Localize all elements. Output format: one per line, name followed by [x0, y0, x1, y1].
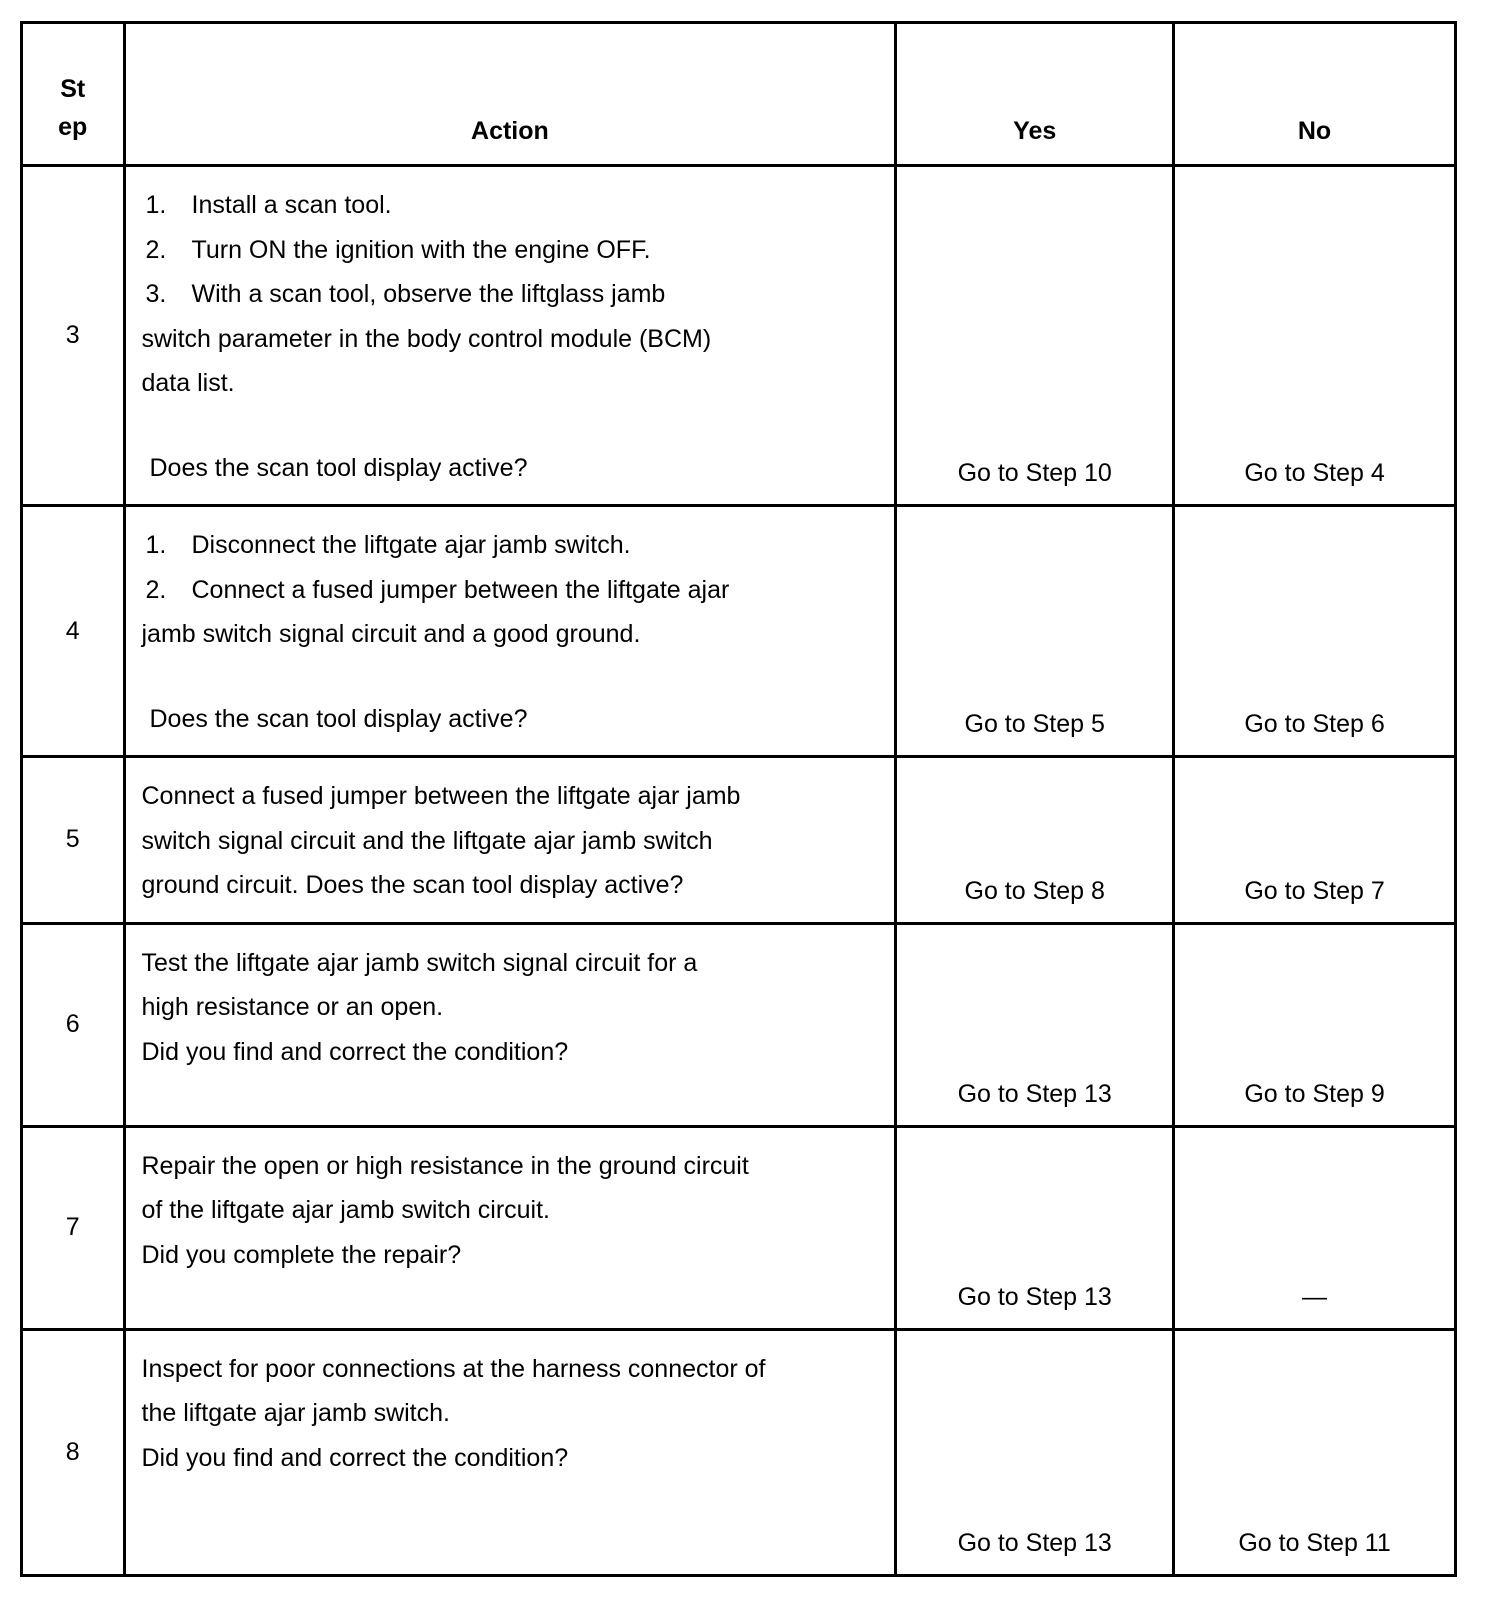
table-row [22, 1126, 1456, 1329]
step-text: Turn ON the ignition with the engine OFF. [191, 235, 651, 264]
step-marker: 2. [145, 235, 167, 264]
action-question: Does the scan tool display active? [149, 704, 528, 733]
action-line: high resistance or an open. [141, 993, 444, 1021]
no-cell [1174, 923, 1456, 1126]
action-step [142, 183, 875, 228]
yes-cell [896, 166, 1174, 506]
no-cell [1174, 506, 1456, 757]
yes-cell [896, 1329, 1174, 1575]
no-value: Go to Step 4 [1244, 459, 1385, 487]
action-line: Repair the open or high resistance in the ground circuit [141, 1151, 749, 1180]
no-cell [1174, 757, 1456, 924]
action-line: jamb switch signal circuit and a good ground. [141, 620, 641, 648]
yes-value: Go to Step 13 [957, 1282, 1112, 1311]
step-text: With a scan tool, observe the liftglass jamb [191, 280, 666, 308]
table-row [22, 1329, 1456, 1575]
step-marker: 1. [145, 531, 167, 559]
step-number: 5 [22, 757, 125, 924]
action-step [142, 228, 875, 273]
yes-value: Go to Step 13 [957, 1079, 1112, 1108]
no-value: Go to Step 6 [1244, 710, 1385, 738]
no-cell [1174, 1126, 1456, 1329]
table-row [22, 506, 1456, 757]
action-line: Inspect for poor connections at the harness connector of [141, 1354, 766, 1383]
action-line: Did you complete the repair? [141, 1240, 462, 1269]
yes-cell [896, 757, 1174, 924]
step-text: Connect a fused jumper between the liftgate ajar [191, 575, 730, 604]
step-header-line1: St [60, 75, 86, 103]
yes-value: Go to Step 10 [957, 459, 1112, 487]
no-value: Go to Step 11 [1238, 1528, 1391, 1557]
step-number: 3 [22, 166, 125, 506]
yes-cell [896, 506, 1174, 757]
action-cell [124, 923, 896, 1126]
step-number: 6 [22, 923, 125, 1126]
yes-value: Go to Step 13 [957, 1528, 1112, 1557]
action-line: Did you find and correct the condition? [141, 1037, 569, 1066]
action-question: Does the scan tool display active? [149, 453, 528, 482]
action-step [142, 568, 875, 613]
step-number: 7 [22, 1126, 125, 1329]
no-cell [1174, 166, 1456, 506]
header-row [22, 23, 1456, 166]
no-value: Go to Step 7 [1244, 876, 1385, 905]
step-header [22, 23, 125, 166]
action-cell [124, 757, 896, 924]
step-text: Disconnect the liftgate ajar jamb switch. [191, 531, 631, 559]
no-value: Go to Step 9 [1244, 1079, 1385, 1108]
action-line: data list. [141, 369, 235, 397]
action-line: Did you find and correct the condition? [141, 1443, 569, 1472]
action-line: ground circuit. Does the scan tool display active? [141, 871, 684, 899]
yes-cell [896, 1126, 1174, 1329]
action-cell [124, 1329, 896, 1575]
no-header: No [1174, 23, 1456, 166]
action-line: of the liftgate ajar jamb switch circuit. [141, 1196, 550, 1224]
yes-value: Go to Step 5 [964, 710, 1105, 738]
step-marker: 3. [145, 280, 167, 308]
step-header-line2: ep [58, 113, 88, 141]
yes-value: Go to Step 8 [964, 876, 1105, 905]
action-line: switch parameter in the body control module (BCM) [141, 324, 712, 353]
yes-header: Yes [896, 23, 1174, 166]
action-step [142, 272, 875, 317]
action-header: Action [124, 23, 896, 166]
no-cell [1174, 1329, 1456, 1575]
action-cell [124, 506, 896, 757]
action-step [142, 523, 875, 568]
yes-cell [896, 923, 1174, 1126]
action-cell [124, 1126, 896, 1329]
step-number: 4 [22, 506, 125, 757]
table-row [22, 166, 1456, 506]
step-marker: 1. [145, 191, 167, 219]
action-line: Test the liftgate ajar jamb switch signal circuit for a [141, 948, 698, 977]
table-row [22, 923, 1456, 1126]
no-value: — [1302, 1282, 1328, 1311]
action-line: Connect a fused jumper between the liftgate ajar jamb [141, 782, 741, 810]
action-line: switch signal circuit and the liftgate ajar jamb switch [141, 826, 713, 855]
diagnostic-table [20, 21, 1457, 1577]
step-text: Install a scan tool. [191, 191, 392, 219]
table-row [22, 757, 1456, 924]
step-number: 8 [22, 1329, 125, 1575]
action-cell [124, 166, 896, 506]
action-line: the liftgate ajar jamb switch. [141, 1399, 450, 1427]
step-marker: 2. [145, 575, 167, 604]
